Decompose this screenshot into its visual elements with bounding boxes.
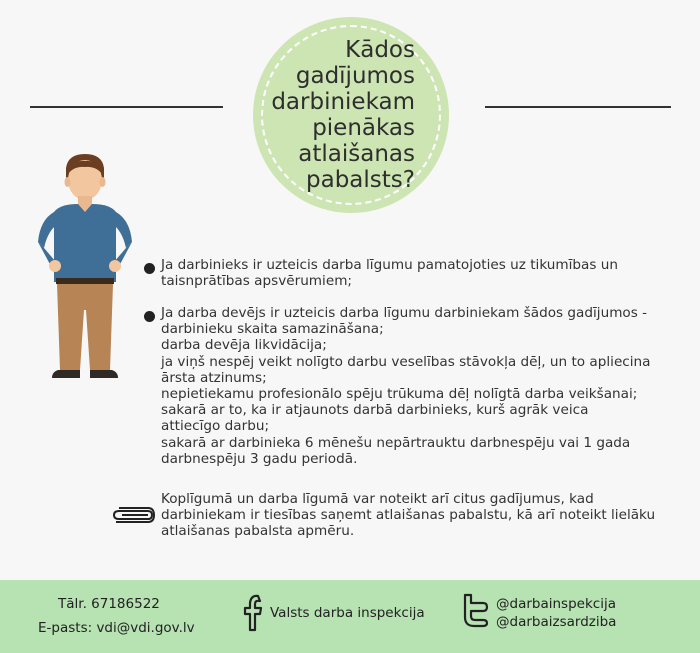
bullet-dot-2 <box>144 311 155 322</box>
footer <box>0 580 700 653</box>
note-text: Koplīgumā un darba līgumā var noteikt arī citus gadījumus, kad darbiniekam ir tiesības saņemt atlaišanas pabalstu, kā arī noteikt lielāku atlaišanas pabalsta apmēru. <box>161 491 656 540</box>
person-illustration <box>30 150 140 390</box>
footer-twitter-2[interactable]: @darbaizsardziba <box>496 614 617 630</box>
twitter-icon[interactable] <box>460 592 490 628</box>
bullet-text-1: Ja darbinieks ir uzteicis darba līgumu pamatojoties uz tikumības un taisnprātības apsvērumiem; <box>161 257 619 290</box>
title-circle <box>253 17 449 213</box>
page-title: Kādos gadījumos darbiniekam pienākas atlaišanas pabalsts? <box>271 37 415 193</box>
footer-facebook[interactable]: Valsts darba inspekcija <box>270 605 425 621</box>
left-divider <box>30 106 223 108</box>
footer-phone: Tālr. 67186522 <box>58 596 160 612</box>
paperclip-icon <box>110 504 156 526</box>
footer-twitter-1[interactable]: @darbainspekcija <box>496 596 616 612</box>
right-divider <box>485 106 671 108</box>
bullet-dot-1 <box>144 263 155 274</box>
bullet-text-2: Ja darba devējs ir uzteicis darba līgumu darbiniekam šādos gadījumos - darbinieku skaita samazināšana; darba devēja likvidācija; ja viņš nespēj veikt nolīgto darbu veselības stāvokļa dēļ, un to apliecina ārsta atzinums; nepietiekamu profesionālo spēju trūkuma dēļ nolīgtā darba veikšanai; sakarā ar to, ka ir atjaunots darbā darbinieks, kurš agrāk veica attiecīgo darbu; sakarā ar darbinieka 6 mēnešu nepārtrauktu darbnespēju vai 1 gada darbnespēju 3 gadu periodā. <box>161 305 651 467</box>
facebook-icon[interactable] <box>240 594 266 632</box>
footer-email[interactable]: E-pasts: vdi@vdi.gov.lv <box>38 620 195 636</box>
